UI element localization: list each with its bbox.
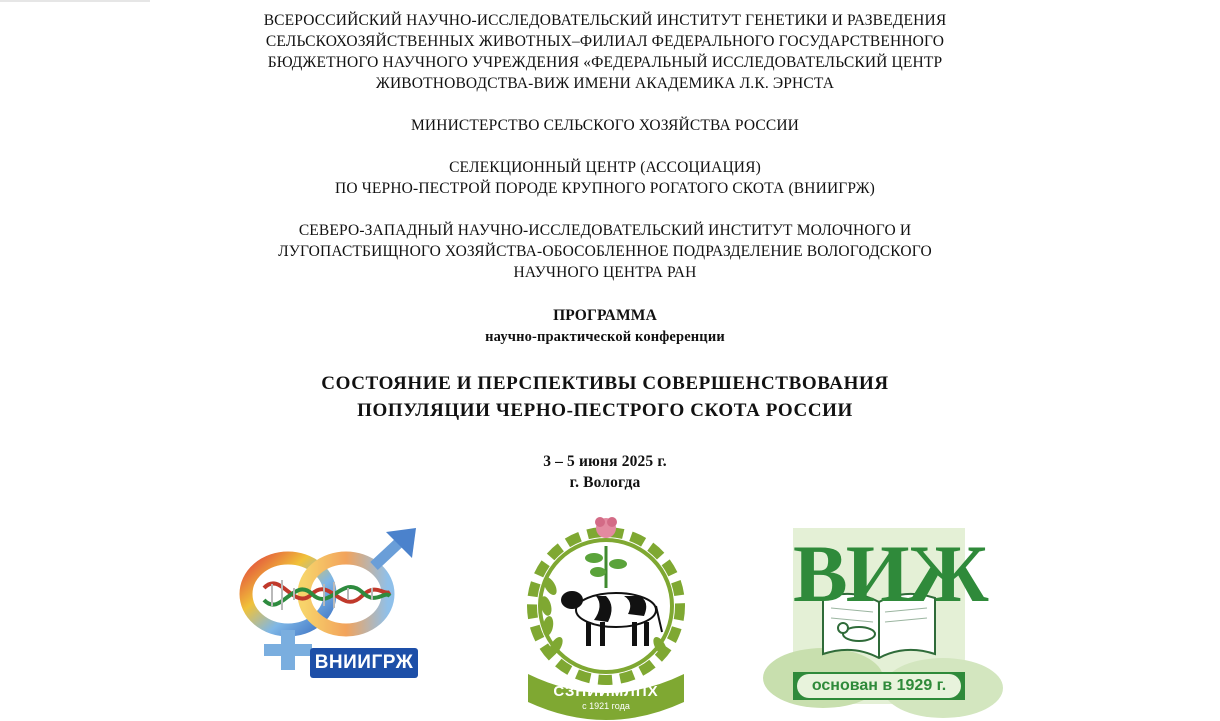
- sznii-founded-text: с 1921 года: [582, 701, 630, 711]
- header-selection-center-line-1: СЕЛЕКЦИОННЫЙ ЦЕНТР (АССОЦИАЦИЯ): [449, 159, 761, 176]
- program-label: ПРОГРАММА: [553, 307, 657, 324]
- sznii-ring-text: СЗНИИМЛПХ: [553, 683, 659, 700]
- header-vniigrzh-line-4: ЖИВОТНОВОДСТВА-ВИЖ ИМЕНИ АКАДЕМИКА Л.К. ЭРНСТА: [375, 75, 835, 92]
- header-vniigrzh-line-2: СЕЛЬСКОХОЗЯЙСТВЕННЫХ ЖИВОТНЫХ–ФИЛИАЛ ФЕДЕРАЛЬНОГО ГОСУДАРСТВЕННОГО: [265, 33, 945, 50]
- conference-title-line-2: ПОПУЛЯЦИИ ЧЕРНО-ПЕСТРОГО СКОТА РОССИИ: [357, 400, 853, 421]
- header-selection-center-line-2: ПО ЧЕРНО-ПЕСТРОЙ ПОРОДЕ КРУПНОГО РОГАТОГО СКОТА (ВНИИГРЖ): [335, 180, 875, 197]
- header-sznii-line-2: ЛУГОПАСТБИЩНОГО ХОЗЯЙСТВА-ОБОСОБЛЕННОЕ ПОДРАЗДЕЛЕНИЕ ВОЛОГОДСКОГО: [278, 243, 932, 260]
- conference-city: г. Вологда: [569, 474, 641, 491]
- vizh-founded-text: основан в 1929 г.: [811, 677, 947, 694]
- vniigrzh-logo-text: ВНИИГРЖ: [314, 652, 414, 673]
- header-sznii-line-1: СЕВЕРО-ЗАПАДНЫЙ НАУЧНО-ИССЛЕДОВАТЕЛЬСКИЙ ИНСТИТУТ МОЛОЧНОГО И: [298, 222, 912, 239]
- vniigrzh-logo: [236, 526, 422, 686]
- program-subtitle: научно-практической конференции: [485, 329, 725, 345]
- conference-title-line-1: СОСТОЯНИЕ И ПЕРСПЕКТИВЫ СОВЕРШЕНСТВОВАНИЯ: [321, 373, 889, 394]
- header-vniigrzh-line-3: БЮДЖЕТНОГО НАУЧНОГО УЧРЕЖДЕНИЯ «ФЕДЕРАЛЬНЫЙ ИССЛЕДОВАТЕЛЬСКИЙ ЦЕНТР: [267, 54, 943, 71]
- header-vniigrzh-line-1: ВСЕРОССИЙСКИЙ НАУЧНО-ИССЛЕДОВАТЕЛЬСКИЙ ИНСТИТУТ ГЕНЕТИКИ И РАЗВЕДЕНИЯ: [263, 12, 947, 29]
- vizh-letters: ВИЖ: [793, 528, 987, 619]
- vizh-logo: [793, 528, 987, 704]
- conference-dates: 3 – 5 июня 2025 г.: [543, 453, 667, 470]
- header-ministry: МИНИСТЕРСТВО СЕЛЬСКОГО ХОЗЯЙСТВА РОССИИ: [410, 117, 800, 134]
- top-left-edge-mark: [0, 0, 150, 2]
- sznii-logo: [520, 506, 692, 716]
- header-sznii-line-3: НАУЧНОГО ЦЕНТРА РАН: [513, 264, 697, 281]
